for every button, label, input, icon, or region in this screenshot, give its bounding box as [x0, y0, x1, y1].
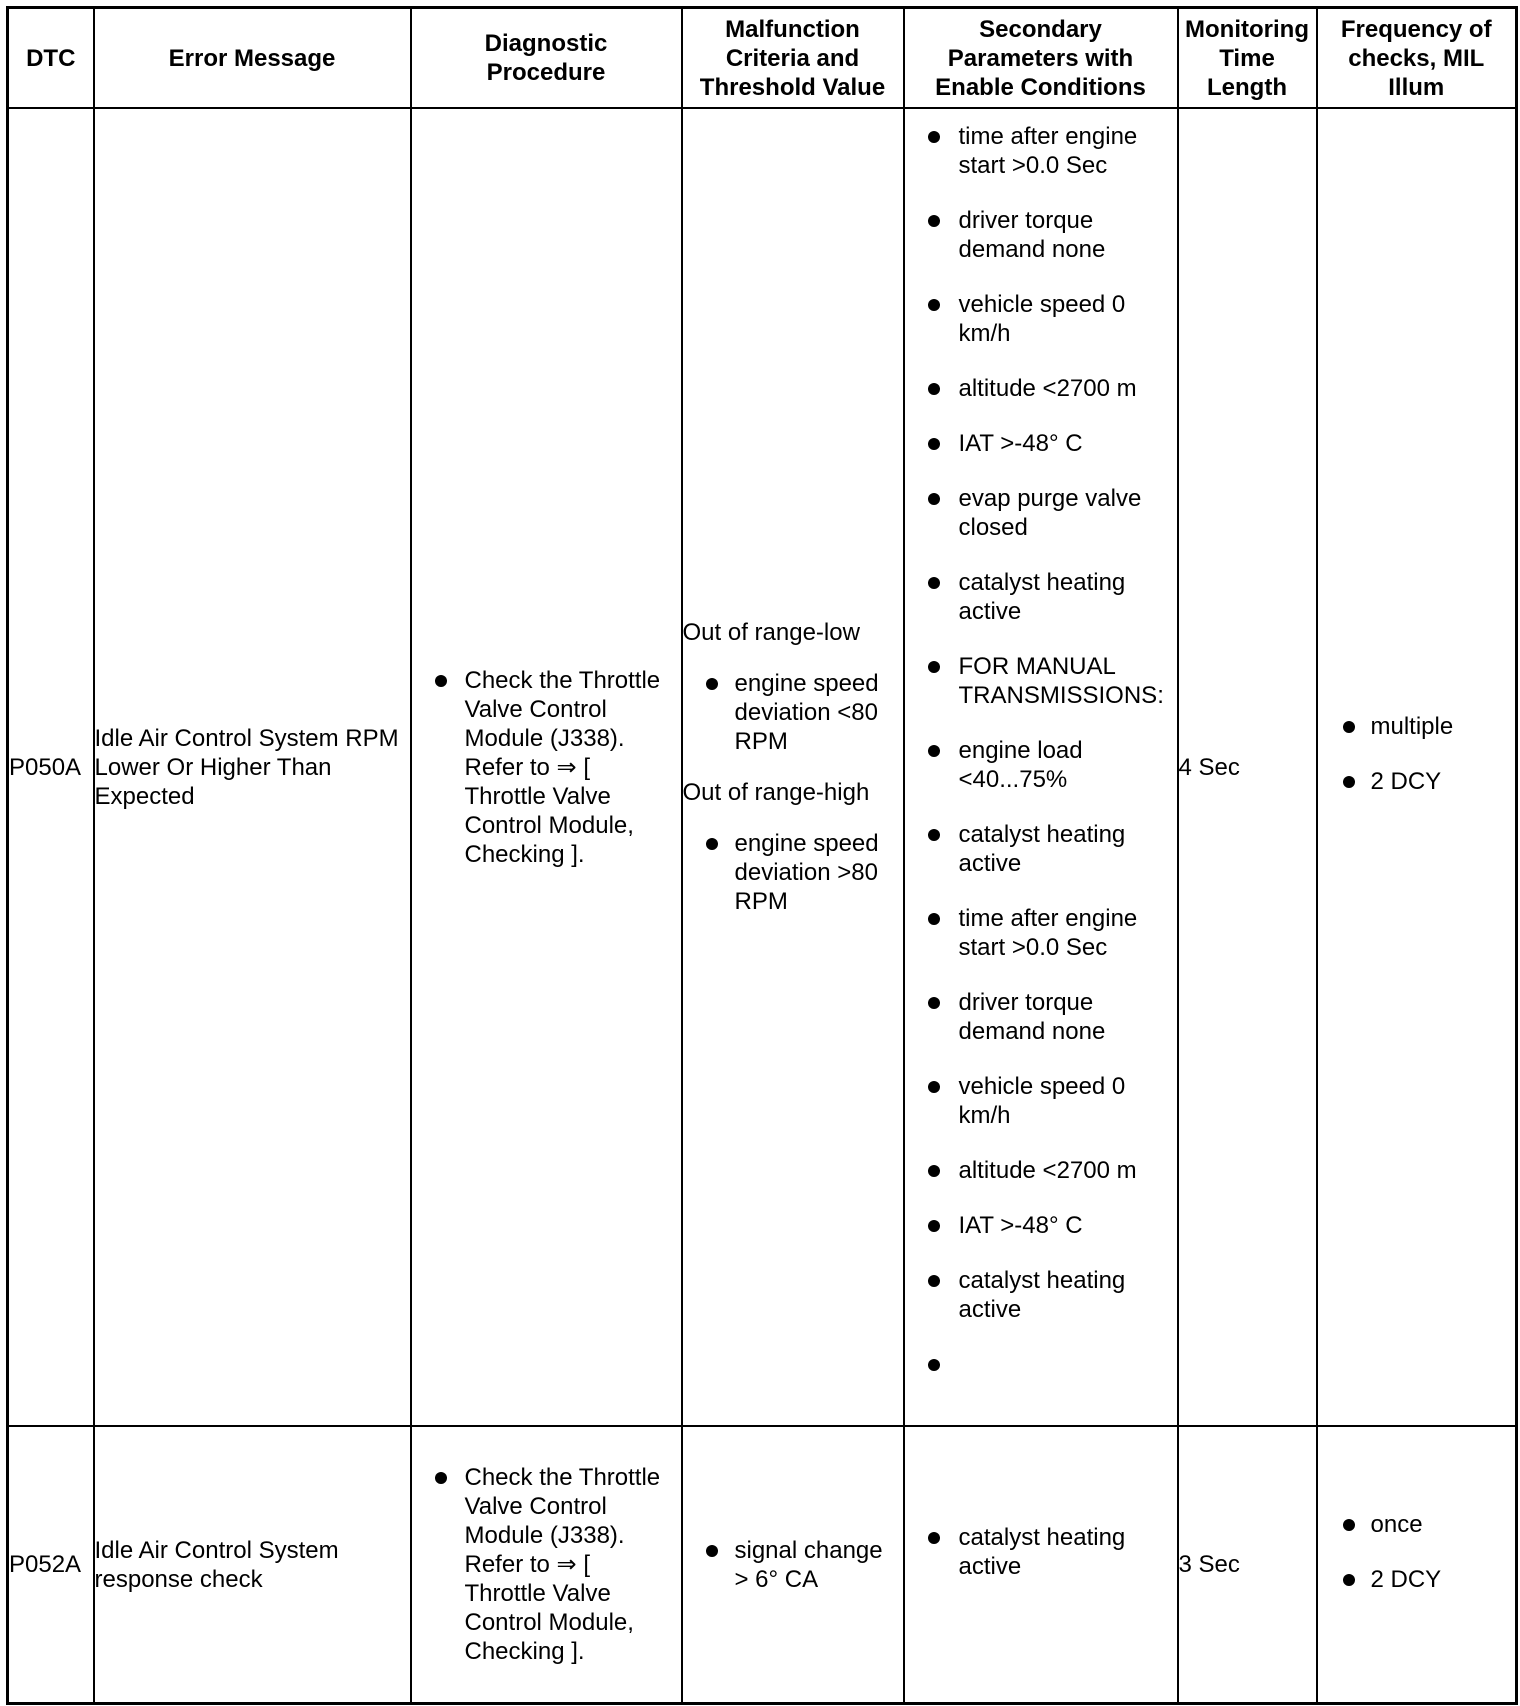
list-item: [905, 122, 1177, 180]
dtc-table: [6, 6, 1518, 1705]
diagnostic-procedure-text: Check the Throttle Valve Control Module (J338). Refer to ⇒ [ Throttle Valve Control Module, Checking ].: [464, 1464, 661, 1665]
parameter-text: IAT >-48° C: [958, 430, 1083, 457]
list-item: [1318, 1510, 1516, 1539]
parameter-text: time after engine start >0.0 Sec: [958, 123, 1138, 179]
header-frequency-text: Frequency of checks, MIL Illum: [1340, 15, 1492, 101]
list-item: [905, 820, 1177, 878]
bullet-icon: [706, 838, 718, 850]
bullet-icon: [1343, 776, 1355, 788]
list-item: [905, 1523, 1177, 1581]
parameter-text: time after engine start >0.0 Sec: [958, 905, 1138, 961]
dtc-code: P052A: [8, 1426, 94, 1704]
monitoring-time: 4 Sec: [1178, 108, 1317, 1426]
bullet-icon: [1343, 1574, 1355, 1586]
range-label-low: Out of range-low: [682, 619, 860, 646]
range-high-list: [683, 829, 903, 916]
list-item: [412, 666, 681, 869]
frequency-text: 2 DCY: [1370, 768, 1442, 795]
diagnostic-procedure-text: Check the Throttle Valve Control Module (J338). Refer to ⇒ [ Throttle Valve Control Module, Checking ].: [464, 666, 661, 868]
error-message: Idle Air Control System RPM Lower Or Higher Than Expected: [94, 108, 411, 1426]
bullet-icon: [928, 438, 940, 450]
header-secondary-parameters-text: Secondary Parameters with Enable Conditions: [935, 15, 1146, 101]
bullet-icon: [706, 678, 718, 690]
list-item: [905, 904, 1177, 962]
bullet-icon: [928, 1165, 940, 1177]
table-row: [8, 108, 1517, 1426]
bullet-icon: [928, 829, 940, 841]
secondary-parameters: [904, 108, 1178, 1426]
range-low-list: [683, 669, 903, 756]
header-error-message: Error Message: [94, 8, 411, 109]
parameter-text: altitude <2700 m: [958, 1157, 1137, 1184]
list-item: [905, 374, 1177, 403]
list-item: [905, 988, 1177, 1046]
frequency: [1317, 1426, 1517, 1704]
parameter-text: catalyst heating active: [958, 821, 1126, 877]
range-group-low: [683, 618, 903, 756]
header-frequency: [1317, 8, 1517, 109]
header-row: [8, 8, 1517, 109]
bullet-icon: [928, 215, 940, 227]
parameter-text: catalyst heating active: [958, 1267, 1126, 1323]
secondary-parameters: [904, 1426, 1178, 1704]
bullet-icon: [928, 1275, 940, 1287]
secondary-parameters-list: [905, 122, 1177, 1386]
bullet-icon: [928, 1359, 940, 1371]
list-item: [905, 429, 1177, 458]
list-item: [683, 669, 903, 756]
list-item: [905, 1350, 1177, 1386]
frequency-list: [1318, 712, 1516, 796]
criteria-text: engine speed deviation <80 RPM: [734, 670, 879, 755]
bullet-icon: [928, 493, 940, 505]
header-monitoring-time: [1178, 8, 1317, 109]
bullet-icon: [928, 1220, 940, 1232]
bullet-icon: [928, 131, 940, 143]
table-row: [8, 1426, 1517, 1704]
bullet-icon: [1343, 721, 1355, 733]
list-item: [905, 1266, 1177, 1324]
header-monitoring-time-text: Monitoring Time Length: [1185, 15, 1309, 101]
bullet-icon: [928, 1532, 940, 1544]
parameter-text: driver torque demand none: [958, 207, 1106, 263]
parameter-text: vehicle speed 0 km/h: [958, 291, 1126, 347]
diagnostic-procedure: [411, 108, 682, 1426]
header-dtc: DTC: [8, 8, 94, 109]
diagnostic-procedure-list: [412, 666, 681, 869]
parameter-text: catalyst heating active: [958, 569, 1126, 625]
frequency-text: once: [1370, 1510, 1423, 1538]
parameter-text: vehicle speed 0 km/h: [958, 1073, 1126, 1129]
list-item: [1318, 767, 1516, 796]
list-item: [1318, 712, 1516, 741]
bullet-icon: [928, 383, 940, 395]
header-malfunction-criteria-text: Malfunction Criteria and Threshold Value: [699, 15, 886, 101]
bullet-icon: [435, 675, 447, 687]
frequency-text: 2 DCY: [1370, 1565, 1442, 1593]
bullet-icon: [435, 1472, 447, 1484]
parameter-text: driver torque demand none: [958, 989, 1106, 1045]
list-item: [905, 568, 1177, 626]
parameter-text: FOR MANUAL TRANSMISSIONS:: [958, 653, 1164, 709]
frequency-list: [1318, 1510, 1516, 1594]
list-item: [905, 484, 1177, 542]
bullet-icon: [928, 577, 940, 589]
bullet-icon: [928, 299, 940, 311]
header-diagnostic-procedure: [411, 8, 682, 109]
bullet-icon: [928, 745, 940, 757]
frequency: [1317, 108, 1517, 1426]
bullet-icon: [706, 1545, 718, 1557]
list-item: [683, 1536, 903, 1594]
parameter-text: IAT >-48° C: [958, 1212, 1083, 1239]
header-malfunction-criteria: [682, 8, 904, 109]
diagnostic-procedure-list: [412, 1463, 681, 1666]
dtc-code: P050A: [8, 108, 94, 1426]
bullet-icon: [928, 997, 940, 1009]
frequency-text: multiple: [1370, 713, 1454, 740]
header-secondary-parameters: [904, 8, 1178, 109]
bullet-icon: [928, 661, 940, 673]
parameter-text: altitude <2700 m: [958, 375, 1137, 402]
list-item: [683, 829, 903, 916]
list-item: [905, 1156, 1177, 1185]
list-item: [905, 652, 1177, 710]
malfunction-criteria: [682, 1426, 904, 1704]
header-diagnostic-procedure-text: Diagnostic Procedure: [484, 30, 608, 86]
list-item: [905, 1211, 1177, 1240]
list-item: [1318, 1565, 1516, 1594]
parameter-text: engine load <40...75%: [958, 737, 1083, 793]
criteria-text: signal change > 6° CA: [734, 1536, 883, 1593]
monitoring-time: 3 Sec: [1178, 1426, 1317, 1704]
parameter-text: evap purge valve closed: [958, 485, 1142, 541]
parameter-text: catalyst heating active: [958, 1523, 1126, 1580]
criteria-list: [683, 1536, 903, 1594]
list-item: [905, 1072, 1177, 1130]
bullet-icon: [928, 1081, 940, 1093]
criteria-text: engine speed deviation >80 RPM: [734, 830, 879, 915]
secondary-parameters-list: [905, 1523, 1177, 1581]
error-message: Idle Air Control System response check: [94, 1426, 411, 1704]
bullet-icon: [1343, 1519, 1355, 1531]
diagnostic-procedure: [411, 1426, 682, 1704]
list-item: [905, 736, 1177, 794]
list-item: [905, 290, 1177, 348]
range-label-high: Out of range-high: [682, 779, 870, 806]
list-item: [412, 1463, 681, 1666]
bullet-icon: [928, 913, 940, 925]
malfunction-criteria: [682, 108, 904, 1426]
list-item: [905, 206, 1177, 264]
range-group-high: [683, 778, 903, 916]
